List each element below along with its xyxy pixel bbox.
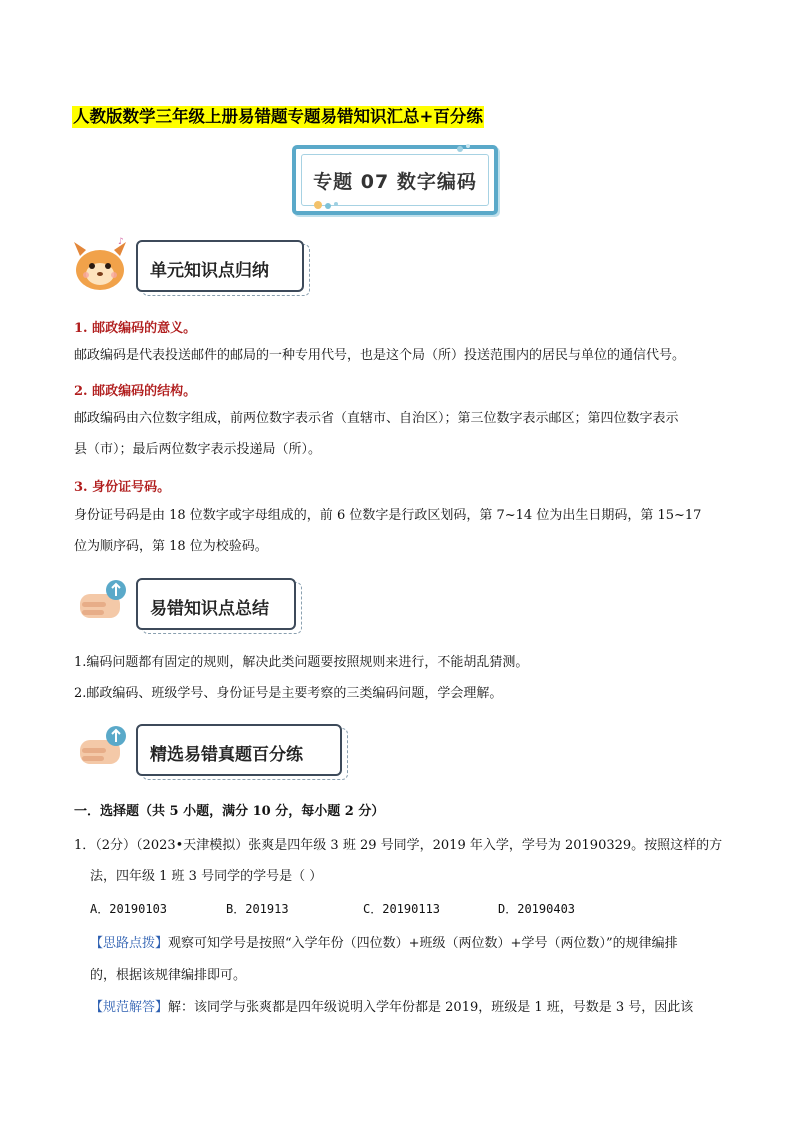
knowledge-paragraph-1: 邮政编码是代表投送邮件的邮局的一种专用代号，也是这个局（所）投送范围内的居民与单位的通信代号。 [74, 348, 686, 363]
option-a: A．20190103 [90, 902, 168, 916]
hand-pointer-icon [76, 722, 132, 772]
flower-decoration-icon [310, 197, 350, 213]
hint-line-1 [90, 932, 678, 951]
hint-tag: 【思路点拨】 [90, 936, 169, 951]
option-c: C．20190113 [363, 902, 441, 916]
sparkle-decoration-icon [446, 141, 476, 157]
section-label-mistakes: 易错知识点总结 [150, 599, 269, 619]
knowledge-paragraph-3b: 位为顺序码，第 18 位为校验码。 [74, 539, 268, 554]
knowledge-paragraph-2b: 县（市）；最后两位数字表示投递局（所）。 [74, 442, 322, 457]
section-label-knowledge: 单元知识点归纳 [150, 261, 269, 281]
hand-pointer-icon [76, 576, 132, 626]
document-title: 人教版数学三年级上册易错题专题易错知识汇总+百分练 [73, 107, 483, 126]
section-label-exercises: 精选易错真题百分练 [150, 745, 303, 765]
section-header-exercises [136, 724, 342, 776]
section-header-knowledge [136, 240, 304, 292]
topic-title: 专题 07 数字编码 [313, 171, 477, 193]
mistake-point-1: 1.编码问题都有固定的规则，解决此类问题要按照规则来进行，不能胡乱猜测。 [74, 655, 529, 670]
hint-text-1: 观察可知学号是按照“入学年份（四位数）+班级（两位数）+学号（两位数）”的规律编排 [168, 936, 678, 951]
option-d: D．20190403 [498, 902, 576, 916]
cartoon-deer-mascot-icon [66, 234, 134, 294]
question-1-text-line1: 1．（2分）（2023•天津模拟）张爽是四年级 3 班 29 号同学，2019 年入学，学号为 20190329。按照这样的方 [74, 838, 723, 853]
question-1-text-line2: 法，四年级 1 班 3 号同学的学号是（ ） [90, 869, 323, 884]
knowledge-heading-2: 2. 邮政编码的结构。 [74, 384, 197, 399]
knowledge-paragraph-2a: 邮政编码由六位数字组成，前两位数字表示省（直辖市、自治区）；第三位数字表示邮区；第四位数字表示 [74, 411, 679, 426]
answer-line-1 [90, 996, 693, 1015]
svg-text:♪: ♪ [118, 237, 124, 247]
knowledge-heading-3: 3. 身份证号码。 [74, 480, 171, 495]
knowledge-heading-1: 1. 邮政编码的意义。 [74, 321, 197, 336]
answer-text-1: 解：该同学与张爽都是四年级说明入学年份都是 2019，班级是 1 班，号数是 3 号，因此该 [168, 1000, 694, 1015]
answer-tag: 【规范解答】 [90, 1000, 169, 1015]
mistake-point-2: 2.邮政编码、班级学号、身份证号是主要考察的三类编码问题，学会理解。 [74, 686, 503, 701]
exercise-part-title: 一．选择题（共 5 小题，满分 10 分，每小题 2 分） [74, 804, 385, 819]
knowledge-paragraph-3a: 身份证号码是由 18 位数字或字母组成的，前 6 位数字是行政区划码，第 7~14 位为出生日期码，第 15~17 [74, 508, 702, 523]
option-b: B．201913 [226, 902, 289, 916]
topic-banner [292, 145, 498, 215]
hint-line-2: 的，根据该规律编排即可。 [90, 968, 247, 983]
section-header-mistakes [136, 578, 296, 630]
